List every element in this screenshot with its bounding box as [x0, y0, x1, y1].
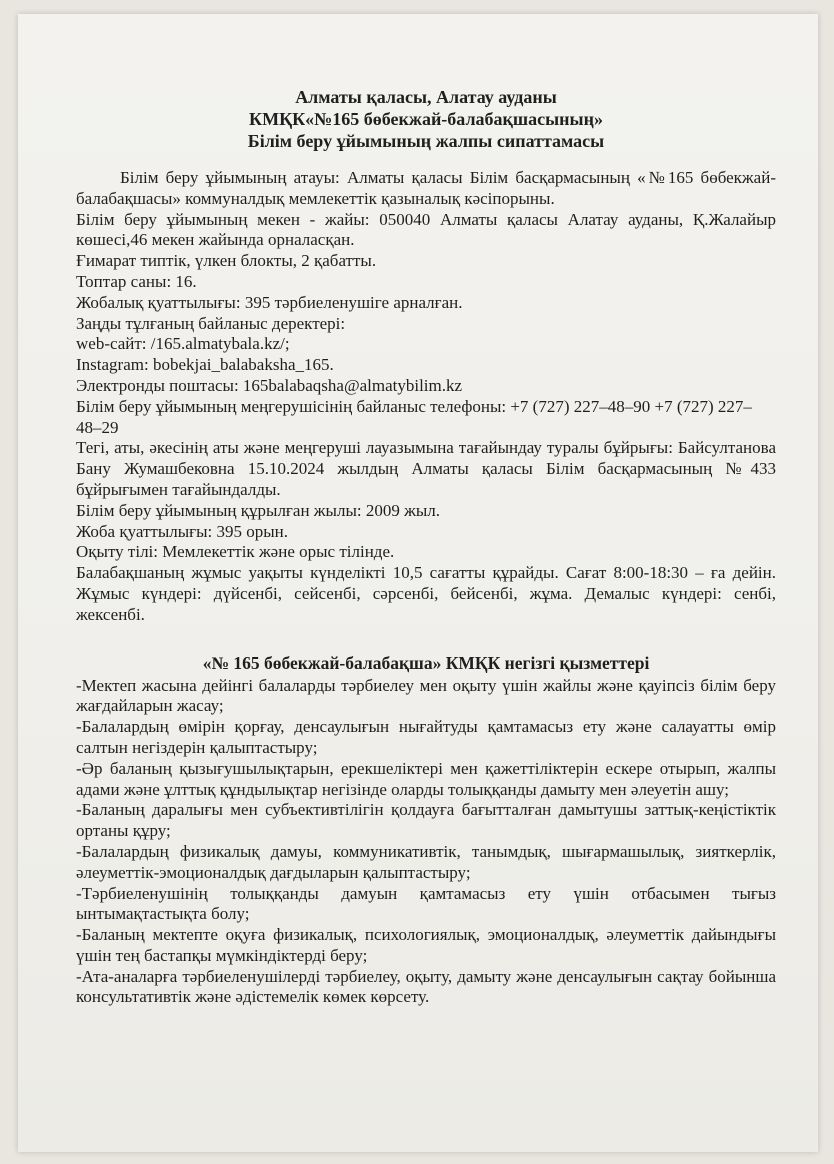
list-item: -Баланың даралығы мен субъективтілігін қолдауға бағытталған дамытушы заттық-кеңістіктік ортаны құру; — [76, 800, 776, 841]
info-contacts-heading: Заңды тұлғаның байланыс деректері: — [76, 313, 346, 333]
section-title: «№ 165 бөбекжай-балабақша» КМҚК негізгі қызметтері — [202, 652, 650, 673]
info-capacity: Жобалық қуаттылығы: 395 тәрбиеленушіге арналған. — [76, 292, 463, 312]
list-item: -Тәрбиеленушінің толыққанды дамуын қамтамасыз ету үшін отбасымен тығыз ынтымақтастықта болу; — [76, 883, 776, 924]
info-building: Ғимарат типтік, үлкен блокты, 2 қабатты. — [76, 251, 377, 271]
list-item: -Мектеп жасына дейінгі балаларды тәрбиелеу мен оқыту үшін жайлы және қауіпсіз білім беру жағдайларын жасау; — [76, 675, 776, 716]
info-instagram: Instagram: bobekjai_balabaksha_165. — [76, 355, 334, 375]
info-groups: Топтар саны: 16. — [76, 271, 197, 291]
document-page — [18, 14, 818, 1152]
list-item: -Балалардың физикалық дамуы, коммуникативтік, танымдық, шығармашылық, зияткерлік, әлеуметтік-эмоционалдық дағдыларын қалыптастыру; — [76, 841, 776, 882]
info-language: Оқыту тілі: Мемлекеттік және орыс тілінде. — [76, 542, 395, 562]
list-item: -Әр баланың қызығушылықтарын, ерекшеліктері мен қажеттіліктерін ескере отырып, жалпы адами және ұлттық құндылықтар негізінде оларды толыққанды дамыту мен әлеуетін ашу; — [76, 758, 776, 799]
list-item: -Балалардың өмірін қорғау, денсаулығын нығайтуды қамтамасыз ету және салауатты өмір салтын негіздерін қалыптастыру; — [76, 717, 776, 757]
info-design-capacity: Жоба қуаттылығы: 395 орын. — [76, 521, 289, 541]
info-address: Білім беру ұйымының мекен - жайы: 050040 Алматы қаласы Алатау ауданы, Қ.Жалайыр көшесі,46 мекен жайында орналасқан. — [76, 209, 776, 250]
info-email: Электронды поштасы: 165balabaqsha@almatybilim.kz — [76, 375, 463, 395]
document-content — [76, 86, 776, 1008]
info-founded: Білім беру ұйымының құрылған жылы: 2009 жыл. — [76, 500, 440, 520]
info-working-hours: Балабақшаның жұмыс уақыты күнделікті 10,5 сағатты құрайды. Сағат 8:00-18:30 – ға дейін. Жұмыс күндері: дүйсенбі, сейсенбі, сәрсенбі, бейсенбі, жұма. Демалыс күндері: сенбі, жексенбі. — [76, 563, 776, 624]
info-director-order: Тегі, аты, әкесінің аты және меңгеруші лауазымына тағайындау туралы бұйрығы: Байсултанова Бану Жумашбековна 15.10.2024 жылдың Алматы қаласы Білім басқармасының №433 бұйрығымен тағайындалды. — [76, 438, 776, 499]
info-phone: Білім беру ұйымының меңгерушісінің байланыс телефоны: +7 (727) 227–48–90 +7 (727) 227–48–29 — [76, 396, 752, 437]
list-item: -Баланың мектепте оқуға физикалық, психологиялық, эмоционалдық, әлеуметтік дайындығы үшін тең бастапқы мүмкіндіктерді беру; — [76, 925, 776, 965]
header-title: Білім беру ұйымының жалпы сипаттамасы — [247, 131, 605, 151]
header-org: КМҚК«№165 бөбекжай-балабақшасының» — [249, 109, 603, 129]
list-item: -Ата-аналарға тәрбиеленушілерді тәрбиелеу, оқыту, дамыту және денсаулығын сақтау бойынша консультативтік және әдістемелік көмек көрсету. — [76, 966, 776, 1007]
header-city: Алматы қаласы, Алатау ауданы — [295, 87, 557, 107]
info-website: web-сайт: /165.almatybala.kz/; — [76, 334, 290, 354]
info-name: Білім беру ұйымының атауы: Алматы қаласы Білім басқармасының «№165 бөбекжай- балабақшасы» коммуналдық мемлекеттік қазыналық кәсіпорыны. — [76, 168, 776, 208]
